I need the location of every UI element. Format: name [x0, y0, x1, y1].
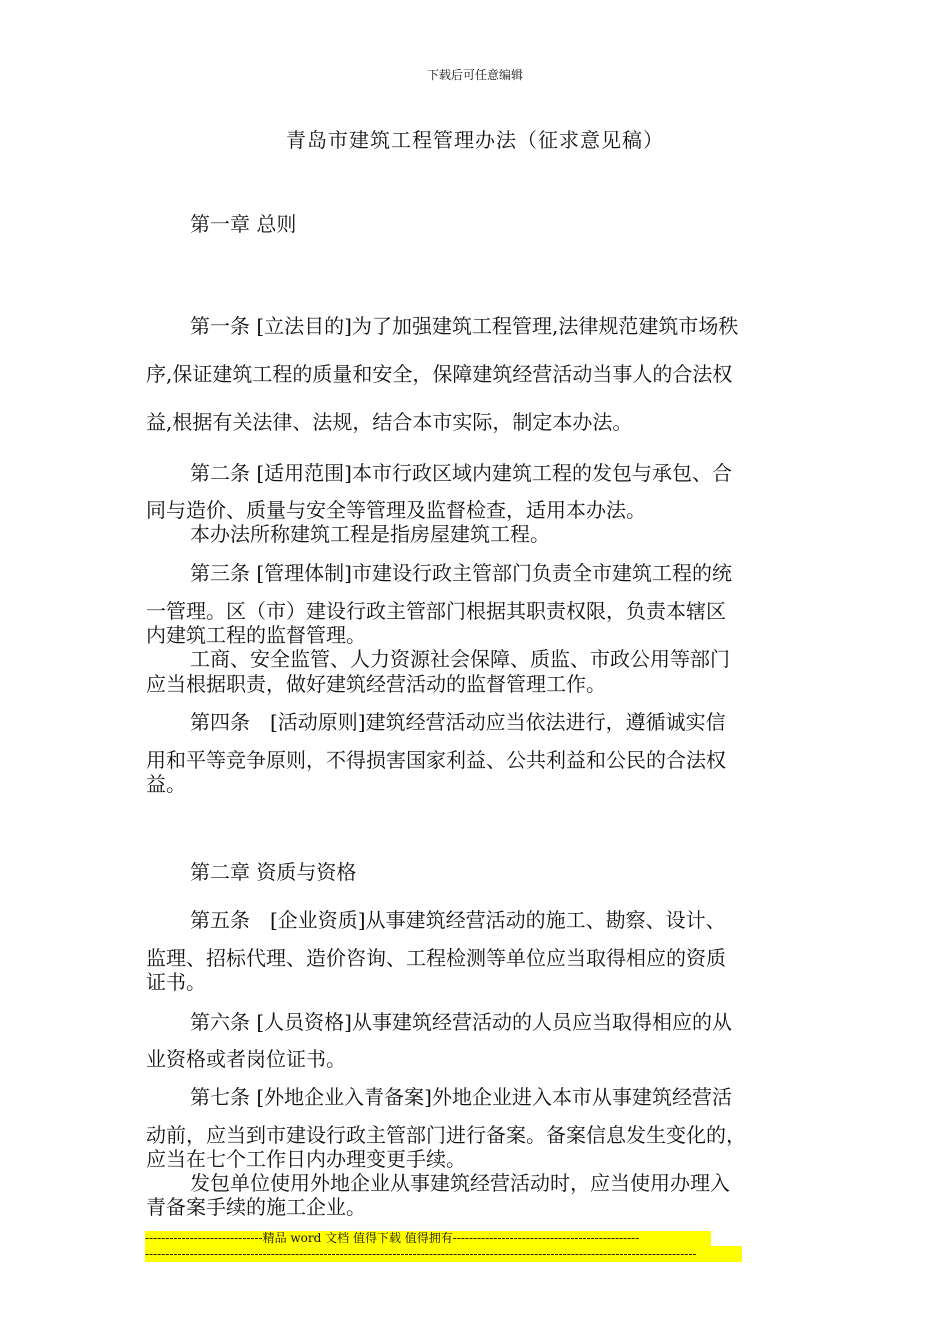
article-3-line-4: 工商、安全监管、人力资源社会保障、质监、市政公用等部门 [190, 647, 730, 671]
article-5-line-1: 第五条 [企业资质]从事建筑经营活动的施工、勘察、设计、 [190, 908, 726, 932]
article-1-line-2: 序,保证建筑工程的质量和安全，保障建筑经营活动当事人的合法权 [146, 362, 733, 386]
chapter-1-heading: 第一章 总则 [190, 212, 297, 236]
article-1-line-1: 第一条 [立法目的]为了加强建筑工程管理,法律规范建筑市场秩 [190, 314, 739, 338]
article-2-line-1: 第二条 [适用范围]本市行政区域内建筑工程的发包与承包、合 [190, 461, 732, 485]
article-4-line-1: 第四条 [活动原则]建筑经营活动应当依法进行，遵循诚实信 [190, 710, 726, 734]
article-3-line-2: 一管理。区（市）建设行政主管部门根据其职责权限，负责本辖区 [146, 599, 726, 623]
article-2-line-2: 同与造价、质量与安全等管理及监督检查，适用本办法。 [146, 498, 646, 522]
header-note: 下载后可任意编辑 [426, 68, 523, 82]
article-3-line-3: 内建筑工程的监督管理。 [146, 623, 366, 647]
article-6-line-1: 第六条 [人员资格]从事建筑经营活动的人员应当取得相应的从 [190, 1010, 732, 1034]
document-title: 青岛市建筑工程管理办法（征求意见稿） [286, 128, 664, 152]
footer-dash-line: ---------------------------------------------------------------------------------------------------------------------------------------- [145, 1246, 742, 1262]
article-5-line-3: 证书。 [146, 970, 206, 994]
article-7-line-3: 应当在七个工作日内办理变更手续。 [146, 1147, 466, 1171]
article-1-line-3: 益,根据有关法律、法规，结合本市实际，制定本办法。 [146, 410, 633, 434]
article-4-line-2: 用和平等竞争原则，不得损害国家利益、公共利益和公民的合法权 [146, 748, 726, 772]
article-2-line-3: 本办法所称建筑工程是指房屋建筑工程。 [190, 522, 550, 546]
article-4-line-3: 益。 [146, 772, 186, 796]
article-6-line-2: 业资格或者岗位证书。 [146, 1047, 346, 1071]
article-7-line-5: 青备案手续的施工企业。 [146, 1195, 366, 1219]
article-3-line-1: 第三条 [管理体制]市建设行政主管部门负责全市建筑工程的统 [190, 561, 732, 585]
chapter-2-heading: 第二章 资质与资格 [190, 860, 357, 884]
article-3-line-5: 应当根据职责，做好建筑经营活动的监督管理工作。 [146, 672, 606, 696]
footer-banner: -----------------------------精品 word 文档 值得下载 值得拥有---------------------------------------------- [145, 1231, 711, 1246]
article-5-line-2: 监理、招标代理、造价咨询、工程检测等单位应当取得相应的资质 [146, 946, 726, 970]
article-7-line-2: 动前，应当到市建设行政主管部门进行备案。备案信息发生变化的， [146, 1123, 746, 1147]
article-7-line-4: 发包单位使用外地企业从事建筑经营活动时，应当使用办理入 [190, 1171, 730, 1195]
article-7-line-1: 第七条 [外地企业入青备案]外地企业进入本市从事建筑经营活 [190, 1085, 732, 1109]
